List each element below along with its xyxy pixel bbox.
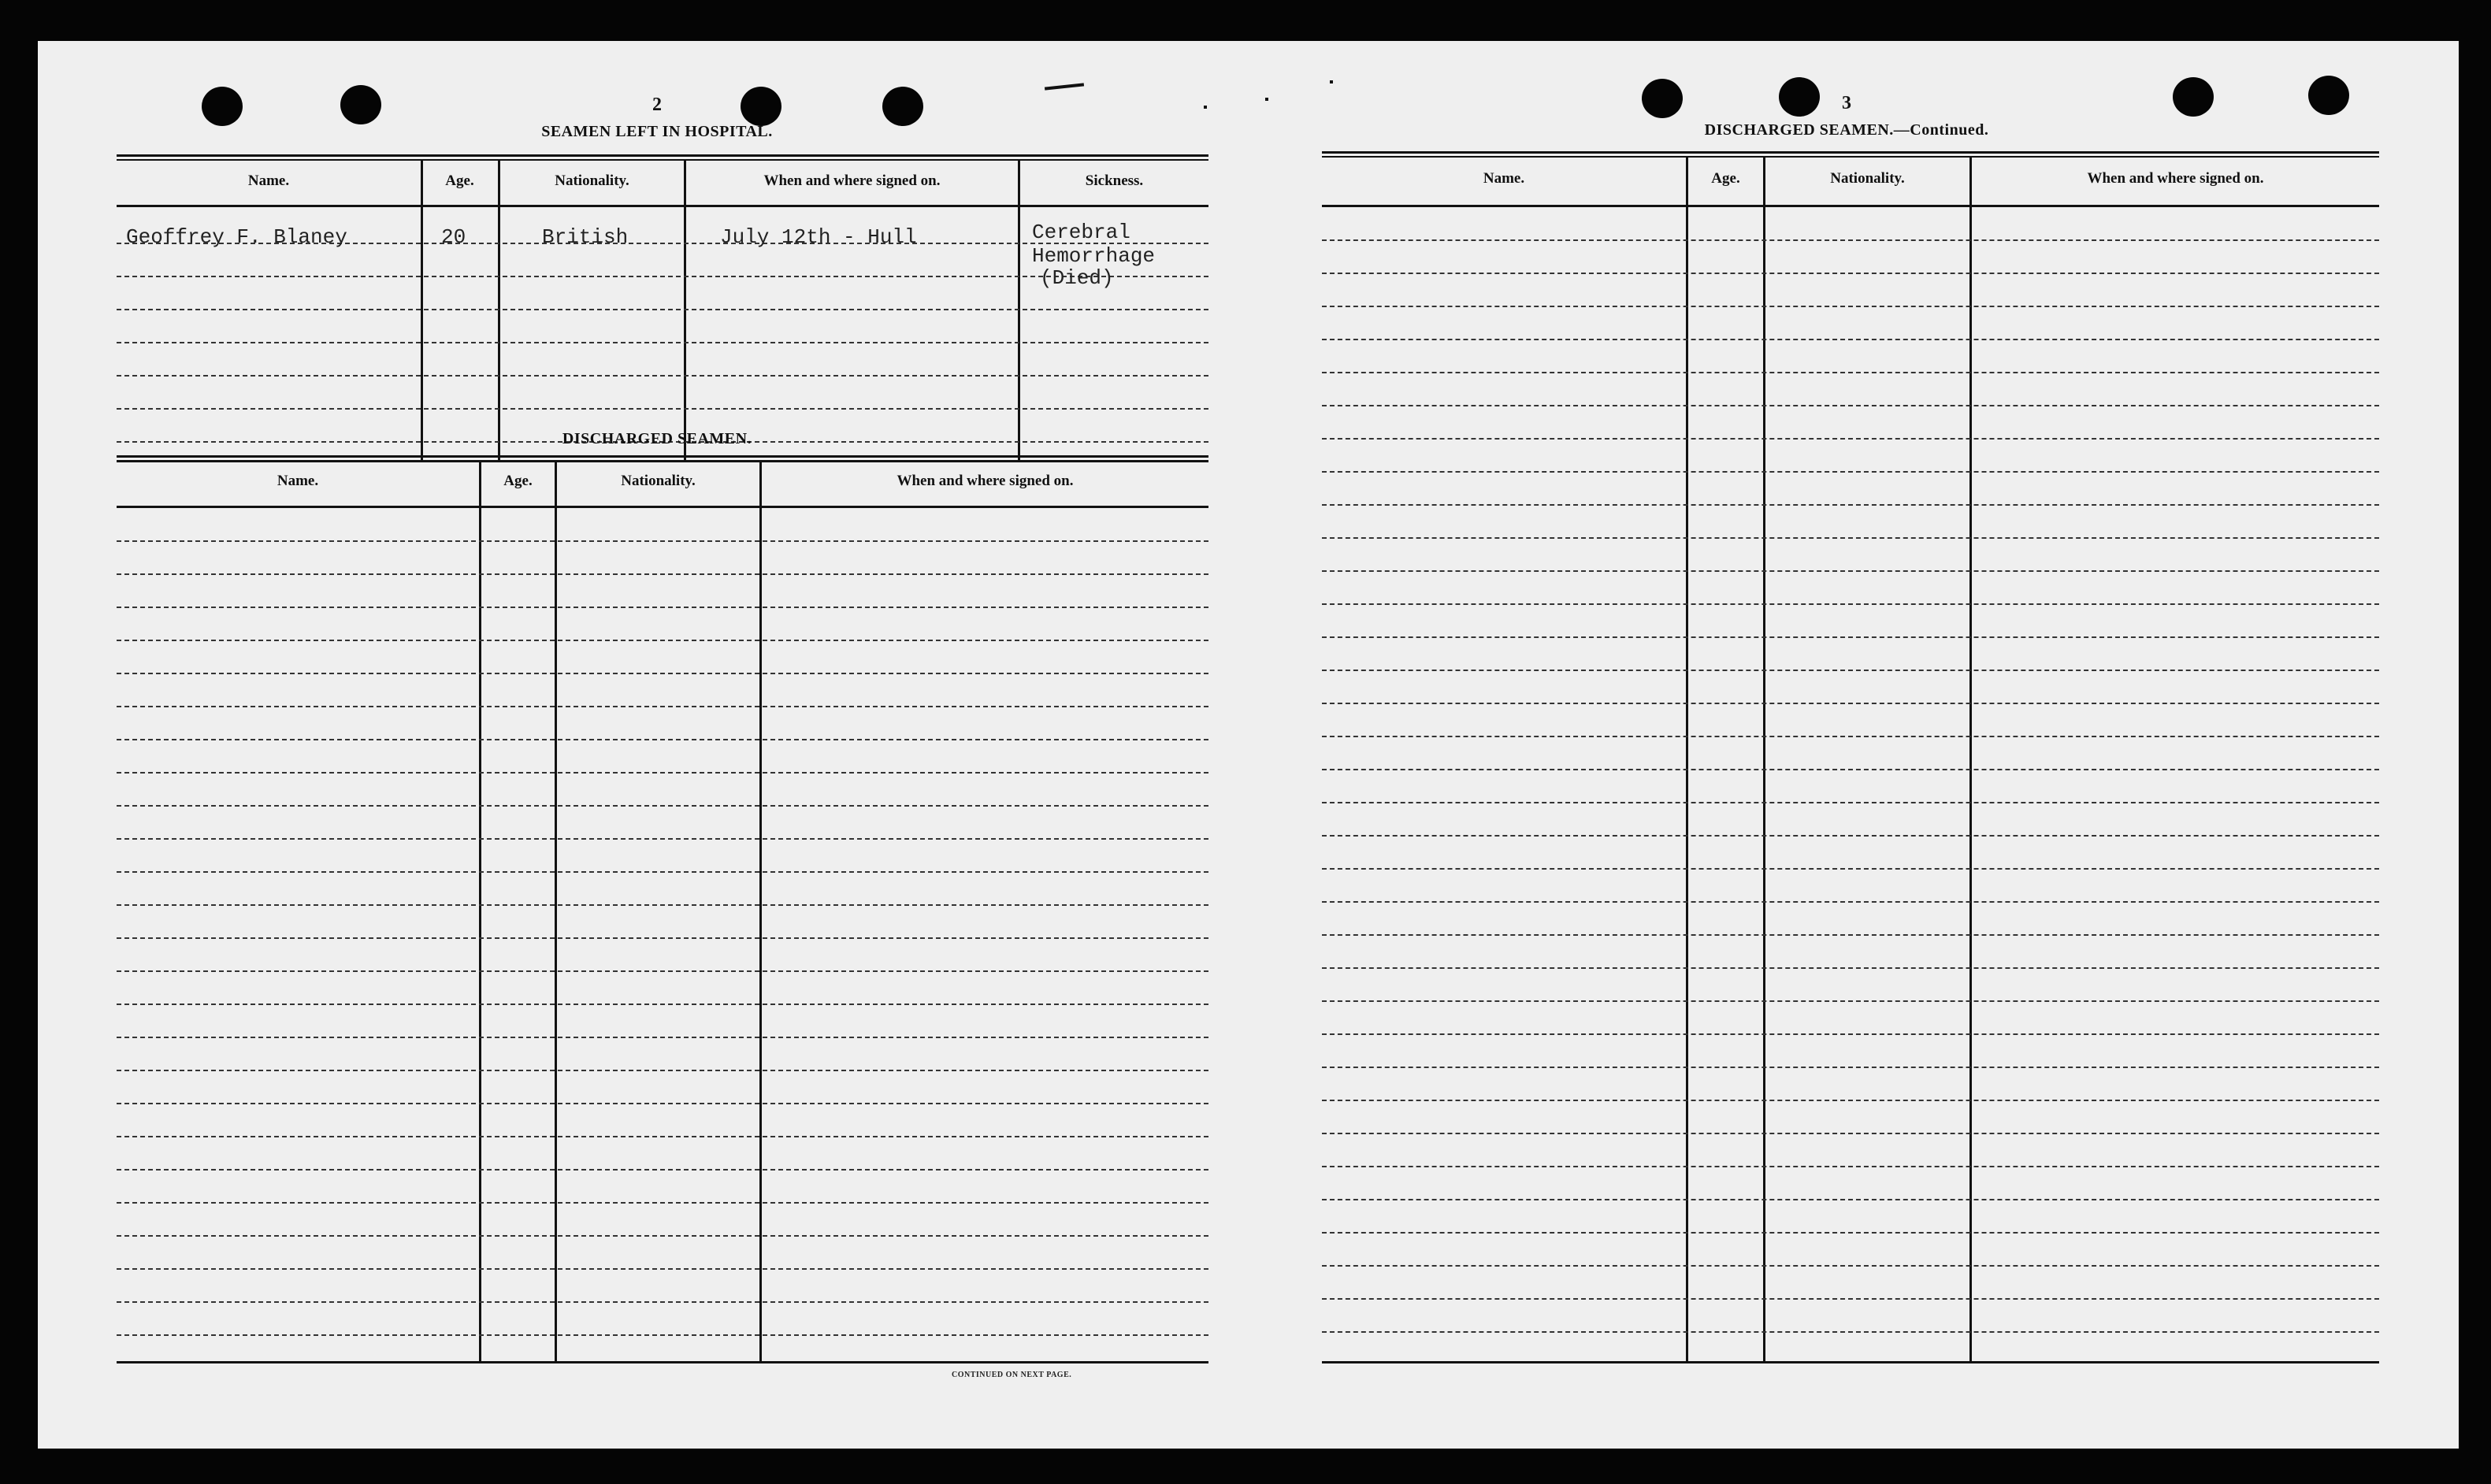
column-divider — [759, 462, 762, 1361]
column-divider — [498, 161, 500, 460]
ruled-line — [1322, 1000, 2379, 1002]
ruled-line — [1322, 835, 2379, 837]
column-header-signed-on: When and where signed on. — [763, 173, 941, 189]
stray-mark — [1045, 83, 1084, 90]
hospital-table-top-rule — [117, 159, 1208, 161]
ruled-line — [1322, 405, 2379, 406]
column-header-age: Age. — [1711, 170, 1740, 187]
punch-hole — [1779, 77, 1820, 117]
entry-name: Geoffrey F. Blaney — [126, 225, 347, 249]
ruled-line — [1322, 736, 2379, 737]
ruled-line — [117, 1037, 1208, 1038]
ruled-line — [1322, 273, 2379, 274]
column-header-name: Name. — [1483, 170, 1525, 187]
column-header-name: Name. — [247, 173, 290, 189]
ruled-line — [1322, 1067, 2379, 1068]
column-header-age: Age. — [503, 473, 533, 489]
ruled-line — [117, 1334, 1208, 1336]
punch-hole — [202, 87, 243, 126]
page-number: 3 — [1842, 93, 1851, 113]
ruled-line — [117, 640, 1208, 641]
hospital-section-title: SEAMEN LEFT IN HOSPITAL. — [541, 123, 773, 140]
stray-mark — [1204, 106, 1207, 109]
ruled-line — [117, 342, 1208, 343]
ruled-line — [1322, 603, 2379, 605]
entry-signed-on: July 12th - Hull — [720, 225, 917, 249]
column-header-name: Name. — [277, 473, 319, 489]
ruled-line — [117, 607, 1208, 608]
ruled-line — [117, 838, 1208, 840]
ruled-line — [117, 408, 1208, 410]
column-header-nationality: Nationality. — [621, 473, 696, 489]
discharged-table-top-rule — [117, 455, 1208, 458]
right-table-top-rule — [1322, 151, 2379, 154]
ruled-line — [1322, 1166, 2379, 1167]
discharged-table-bottom-rule — [117, 1361, 1208, 1363]
ruled-line — [1322, 670, 2379, 671]
ruled-line — [1322, 537, 2379, 539]
punch-hole — [2173, 77, 2214, 117]
ruled-line — [117, 904, 1208, 906]
ruled-line — [1322, 1232, 2379, 1234]
ruled-line — [117, 706, 1208, 707]
form-sheet — [38, 41, 2459, 1449]
ruled-line — [1322, 372, 2379, 373]
ruled-line — [117, 871, 1208, 873]
ruled-line — [1322, 1331, 2379, 1333]
entry-sickness-line: (Died) — [1040, 266, 1114, 290]
column-divider — [479, 462, 481, 1361]
right-table-top-rule — [1322, 156, 2379, 158]
ruled-line — [1322, 636, 2379, 638]
stray-mark — [1330, 80, 1333, 83]
ruled-line — [117, 1169, 1208, 1171]
ruled-line — [1322, 504, 2379, 506]
ruled-line — [117, 1202, 1208, 1204]
punch-hole — [340, 85, 381, 124]
column-divider — [555, 462, 557, 1361]
discharged-continued-title: DISCHARGED SEAMEN.—Continued. — [1704, 121, 1989, 139]
hospital-header-rule — [117, 205, 1208, 207]
right-table-bottom-rule — [1322, 1361, 2379, 1363]
discharged-section-title: DISCHARGED SEAMEN. — [562, 430, 752, 447]
ruled-line — [1322, 868, 2379, 870]
ruled-line — [117, 1268, 1208, 1270]
ruled-line — [117, 573, 1208, 575]
page-number: 2 — [652, 95, 662, 115]
continued-note: CONTINUED ON NEXT PAGE. — [952, 1371, 1072, 1379]
ruled-line — [1322, 1033, 2379, 1035]
ruled-line — [1322, 339, 2379, 340]
column-header-signed-on: When and where signed on. — [897, 473, 1074, 489]
ruled-line — [117, 375, 1208, 377]
hospital-table-top-rule — [117, 154, 1208, 157]
entry-sickness-line: Cerebral — [1032, 221, 1130, 244]
ruled-line — [1322, 471, 2379, 473]
ruled-line — [1322, 306, 2379, 307]
column-header-nationality: Nationality. — [1830, 170, 1905, 187]
discharged-table-top-rule — [117, 460, 1208, 462]
punch-hole — [741, 87, 781, 126]
ruled-line — [1322, 1133, 2379, 1134]
column-header-sickness: Sickness. — [1085, 173, 1144, 189]
column-header-nationality: Nationality. — [555, 173, 629, 189]
ruled-line — [1322, 570, 2379, 572]
entry-sickness-line: Hemorrhage — [1032, 244, 1156, 268]
ruled-line — [117, 739, 1208, 740]
entry-nationality: British — [542, 225, 629, 249]
ruled-line — [1322, 239, 2379, 241]
ruled-line — [117, 1235, 1208, 1237]
ruled-line — [117, 805, 1208, 807]
ruled-line — [117, 937, 1208, 939]
ruled-line — [117, 772, 1208, 774]
column-header-signed-on: When and where signed on. — [2087, 170, 2264, 187]
ruled-line — [117, 970, 1208, 972]
column-divider — [421, 161, 423, 460]
ruled-line — [1322, 967, 2379, 969]
ruled-line — [1322, 769, 2379, 770]
punch-hole — [1642, 79, 1683, 118]
ruled-line — [1322, 901, 2379, 903]
column-divider — [1018, 161, 1020, 460]
right-header-rule — [1322, 205, 2379, 207]
column-divider — [684, 161, 686, 460]
discharged-header-rule — [117, 506, 1208, 508]
ruled-line — [1322, 703, 2379, 704]
ruled-line — [1322, 438, 2379, 440]
ruled-line — [1322, 802, 2379, 803]
ruled-line — [1322, 934, 2379, 936]
punch-hole — [2308, 76, 2349, 115]
ruled-line — [117, 1004, 1208, 1005]
ruled-line — [1322, 1265, 2379, 1267]
ruled-line — [1322, 1199, 2379, 1200]
ruled-line — [1322, 1100, 2379, 1101]
ruled-line — [117, 1301, 1208, 1303]
ruled-line — [117, 1070, 1208, 1071]
ruled-line — [117, 1103, 1208, 1104]
ruled-line — [117, 673, 1208, 674]
ruled-line — [117, 309, 1208, 310]
column-header-age: Age. — [445, 173, 474, 189]
entry-age: 20 — [441, 225, 466, 249]
punch-hole — [882, 87, 923, 126]
ruled-line — [1322, 1298, 2379, 1300]
stray-mark — [1265, 98, 1268, 101]
ruled-line — [117, 1136, 1208, 1137]
ruled-line — [117, 540, 1208, 542]
